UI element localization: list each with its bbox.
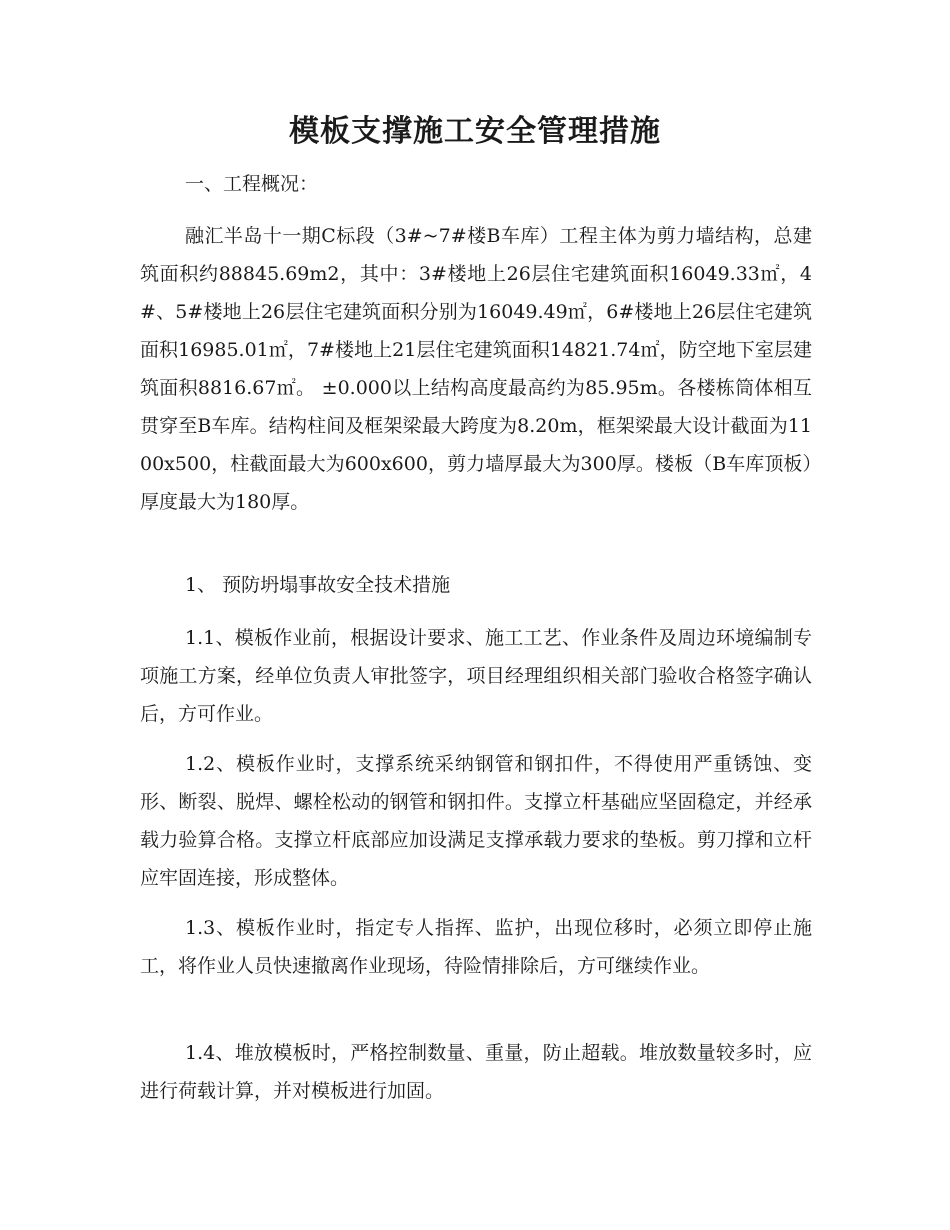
section-heading-collapse-prevention: 1、 预防坍塌事故安全技术措施 (185, 574, 451, 596)
paragraph-item-1-3: 1.3、模板作业时，指定专人指挥、监护，出现位移时，必须立即停止施工，将作业人员快速撤离作业现场，待险情排除后，方可继续作业。 (140, 917, 812, 977)
paragraph-item-1-1: 1.1、模板作业前，根据设计要求、施工工艺、作业条件及周边环境编制专项施工方案，经单位负责人审批签字，项目经理组织相关部门验收合格签字确认后，方可作业。 (140, 627, 812, 725)
overview-paragraph: 融汇半岛十一期C标段（3#~7#楼B车库）工程主体为剪力墙结构，总建筑面积约88845.69m2，其中：3#楼地上26层住宅建筑面积16049.33㎡，4#、5#楼地上26层住宅建筑面积分别为16049.49㎡，6#楼地上26层住宅建筑面积16985.01㎡，7#楼地上21层住宅建筑面积14821.74㎡，防空地下室层建筑面积8816.67㎡。 ±0.000以上结构高度最高约为85.95m。各楼栋筒体相互贯穿至B车库。结构柱间及框架梁最大跨度为8.20m，框架梁最大设计截面为1100x500，柱截面最大为600x600，剪力墙厚最大为300厚。楼板（B车库顶板）厚度最大为180厚。 (140, 225, 812, 513)
page-title: 模板支撑施工安全管理措施 (289, 114, 661, 149)
paragraph-item-1-2: 1.2、模板作业时，支撑系统采纳钢管和钢扣件，不得使用严重锈蚀、变形、断裂、脱焊、螺栓松动的钢管和钢扣件。支撑立杆基础应坚固稳定，并经承载力验算合格。支撑立杆底部应加设满足支撑承载力要求的垫板。剪刀撑和立杆应牢固连接，形成整体。 (140, 753, 812, 889)
paragraph-item-1-4: 1.4、堆放模板时，严格控制数量、重量，防止超载。堆放数量较多时，应进行荷载计算，并对模板进行加固。 (140, 1042, 812, 1102)
section-heading-overview: 一、工程概况： (185, 173, 319, 195)
